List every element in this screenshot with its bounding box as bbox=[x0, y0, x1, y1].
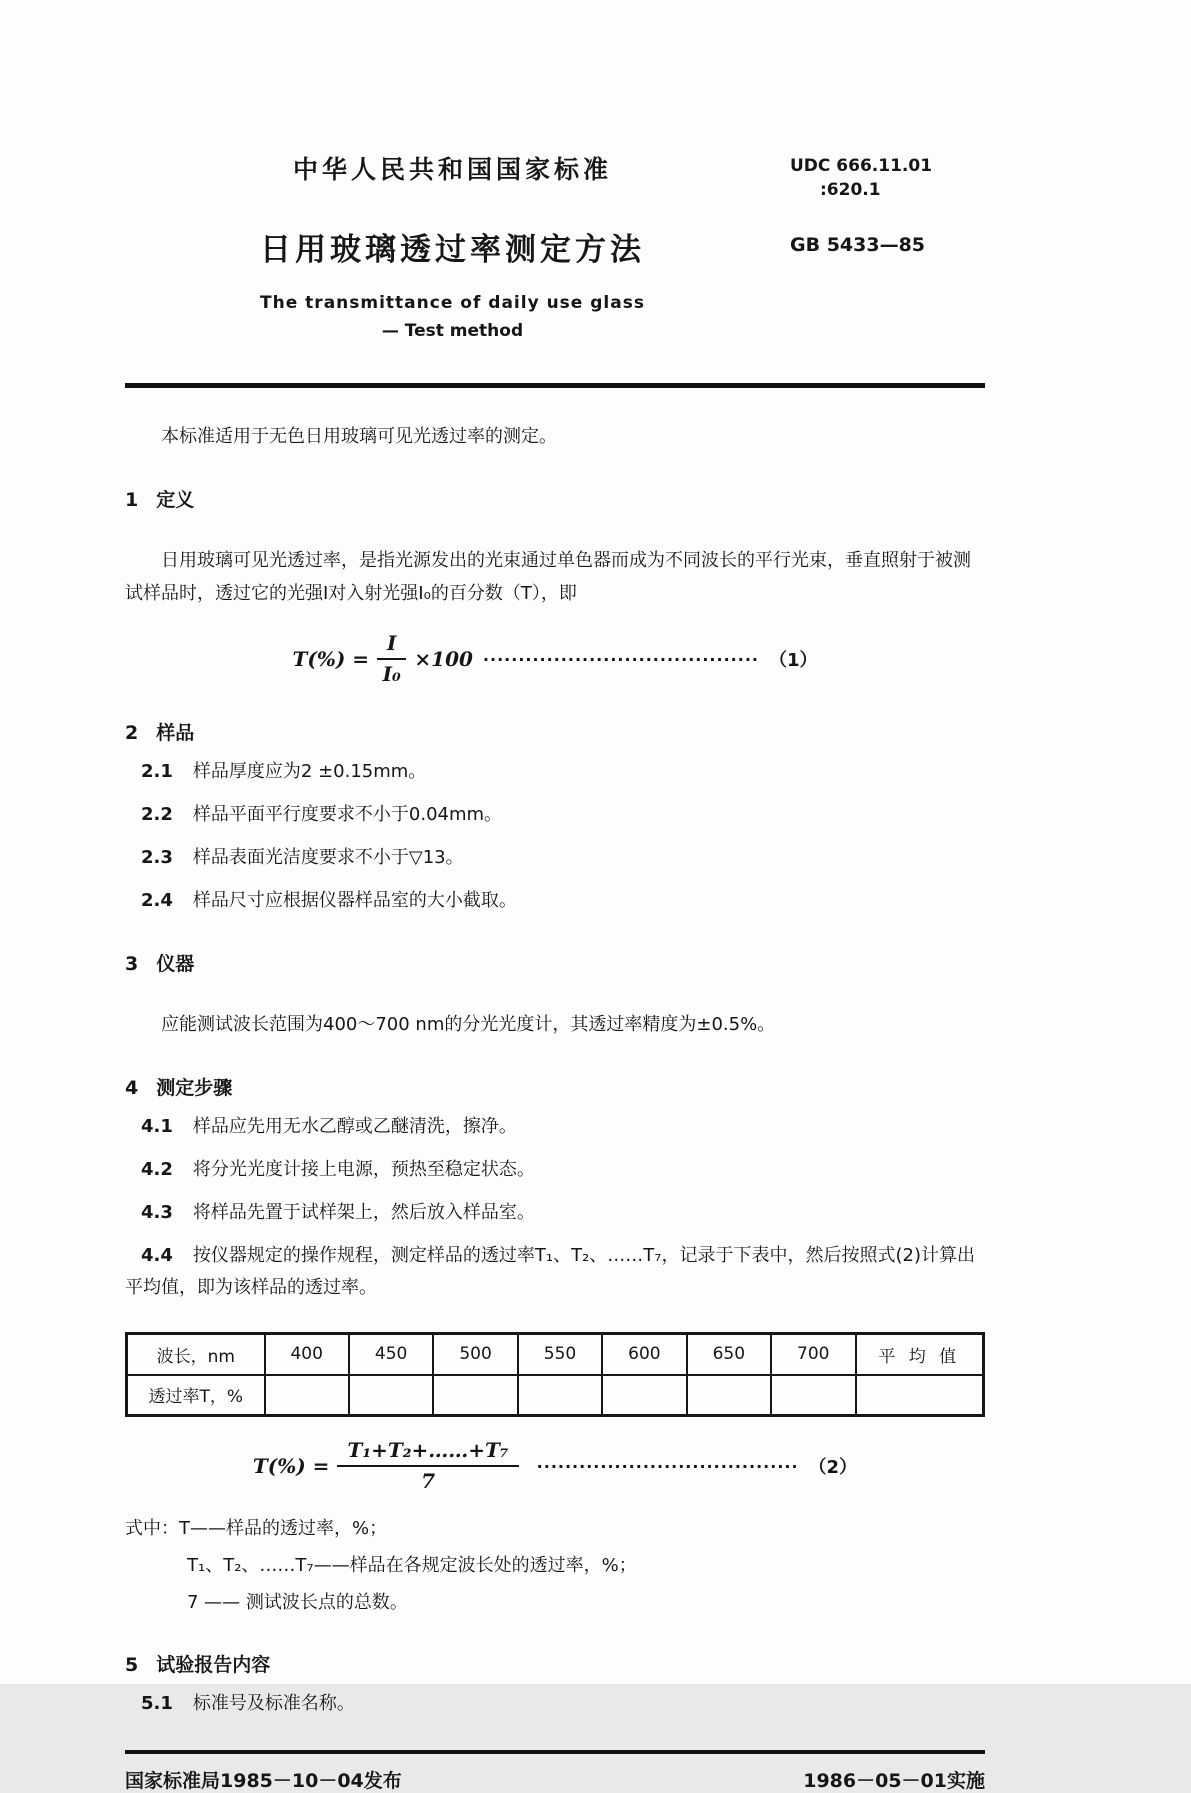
clause-number: 4.1 bbox=[141, 1116, 173, 1137]
document-footer bbox=[125, 1766, 985, 1793]
table-header-450: 450 bbox=[349, 1334, 433, 1375]
table-data-row bbox=[127, 1375, 984, 1416]
section-3-number: 3 bbox=[125, 953, 139, 975]
formula-1-lhs: T(%) = bbox=[292, 647, 370, 671]
clause-text: 样品表面光洁度要求不小于▽13。 bbox=[192, 847, 464, 868]
legend-line-7: 7 —— 测试波长点的总数。 bbox=[187, 1592, 408, 1613]
document-title-cn: 日用玻璃透过率测定方法 bbox=[260, 232, 645, 268]
formula-1 bbox=[125, 632, 985, 686]
table-header-700: 700 bbox=[771, 1334, 855, 1375]
table-cell-empty bbox=[771, 1375, 855, 1416]
section-3-heading bbox=[125, 949, 985, 976]
clause-number: 4.2 bbox=[141, 1159, 173, 1180]
clause-4-2 bbox=[125, 1154, 985, 1186]
section-3-title: 仪器 bbox=[156, 953, 195, 975]
formula-1-fraction bbox=[377, 632, 406, 686]
header-title-block bbox=[125, 150, 780, 341]
section-2-title: 样品 bbox=[156, 722, 195, 744]
header-code-block bbox=[790, 150, 985, 341]
table-header-550: 550 bbox=[518, 1334, 602, 1375]
document-header bbox=[125, 150, 985, 341]
footer-divider bbox=[125, 1750, 985, 1754]
clause-4-4 bbox=[125, 1240, 985, 1304]
document-subtitle-en: — Test method bbox=[381, 321, 524, 341]
clause-number: 2.2 bbox=[141, 804, 173, 825]
clause-number: 2.1 bbox=[141, 761, 173, 782]
formula-2-label: （2） bbox=[808, 1457, 858, 1478]
section-1-heading bbox=[125, 485, 985, 512]
clause-text: 按仪器规定的操作规程，测定样品的透过率T₁、T₂、……T₇，记录于下表中，然后按照式(2)计算出平均值，即为该样品的透过率。 bbox=[125, 1245, 976, 1298]
table-row-label: 透过率T，% bbox=[127, 1375, 265, 1416]
table-cell-empty bbox=[433, 1375, 517, 1416]
effective-date: 1986－05－01实施 bbox=[803, 1770, 985, 1792]
section-1-number: 1 bbox=[125, 489, 139, 511]
definition-paragraph: 日用玻璃可见光透过率，是指光源发出的光束通过单色器而成为不同波长的平行光束，垂直照射于被测试样品时，透过它的光强I对入射光强I₀的百分数（T），即 bbox=[125, 550, 971, 604]
instrument-paragraph: 应能测试波长范围为400～700 nm的分光光度计，其透过率精度为±0.5%。 bbox=[161, 1014, 776, 1035]
scope-paragraph: 本标准适用于无色日用玻璃可见光透过率的测定。 bbox=[161, 426, 557, 447]
formula-1-denominator: I₀ bbox=[382, 662, 401, 686]
table-cell-empty bbox=[349, 1375, 433, 1416]
section-2-heading bbox=[125, 718, 985, 745]
clause-5-1 bbox=[125, 1688, 985, 1720]
table-header-average: 平 均 值 bbox=[856, 1334, 984, 1375]
clause-2-2 bbox=[125, 799, 985, 831]
formula-1-dot-leader: ······································· bbox=[482, 649, 759, 669]
header-divider bbox=[125, 383, 985, 388]
formula-legend bbox=[125, 1513, 985, 1618]
transmittance-table bbox=[125, 1332, 985, 1417]
table-cell-empty bbox=[856, 1375, 984, 1416]
formula-2-dot-leader: ····································· bbox=[536, 1456, 799, 1476]
table-cell-empty bbox=[687, 1375, 771, 1416]
formula-1-label: （1） bbox=[768, 650, 818, 671]
table-header-400: 400 bbox=[265, 1334, 349, 1375]
clause-text: 样品应先用无水乙醇或乙醚清洗，擦净。 bbox=[192, 1116, 517, 1137]
section-5-heading bbox=[125, 1650, 985, 1677]
legend-line-t1-t7: T₁、T₂、……T₇——样品在各规定波长处的透过率，%； bbox=[187, 1555, 637, 1576]
clause-number: 2.4 bbox=[141, 890, 173, 911]
legend-intro: 式中：T——样品的透过率，%； bbox=[125, 1518, 388, 1539]
clause-2-3 bbox=[125, 842, 985, 874]
table-header-650: 650 bbox=[687, 1334, 771, 1375]
clause-2-4 bbox=[125, 885, 985, 917]
section-1-title: 定义 bbox=[156, 489, 195, 511]
clause-text: 样品尺寸应根据仪器样品室的大小截取。 bbox=[192, 890, 517, 911]
clause-number: 4.4 bbox=[141, 1245, 173, 1266]
formula-2-lhs: T(%) = bbox=[252, 1454, 330, 1478]
clause-text: 样品平面平行度要求不小于0.04mm。 bbox=[192, 804, 503, 825]
clause-number: 5.1 bbox=[141, 1693, 173, 1714]
clause-text: 将样品先置于试样架上，然后放入样品室。 bbox=[192, 1202, 535, 1223]
table-cell-empty bbox=[265, 1375, 349, 1416]
section-4-heading bbox=[125, 1073, 985, 1100]
clause-text: 标准号及标准名称。 bbox=[192, 1693, 355, 1714]
document-content bbox=[125, 150, 985, 1793]
table-cell-empty bbox=[518, 1375, 602, 1416]
clause-number: 2.3 bbox=[141, 847, 173, 868]
table-header-row bbox=[127, 1334, 984, 1375]
section-4-number: 4 bbox=[125, 1077, 139, 1099]
formula-2-denominator: 7 bbox=[421, 1469, 436, 1493]
formula-2-fraction bbox=[337, 1439, 518, 1493]
formula-2 bbox=[125, 1439, 985, 1493]
table-cell-empty bbox=[602, 1375, 686, 1416]
clause-4-3 bbox=[125, 1197, 985, 1229]
udc-number-line2: :620.1 bbox=[820, 180, 881, 200]
section-2-number: 2 bbox=[125, 722, 139, 744]
section-5-title: 试验报告内容 bbox=[156, 1654, 271, 1676]
document-title-en: The transmittance of daily use glass bbox=[260, 293, 645, 313]
formula-2-numerator: T₁+T₂+……+T₇ bbox=[337, 1439, 518, 1467]
issue-date: 国家标准局1985－10－04发布 bbox=[125, 1770, 402, 1792]
standard-type-heading: 中华人民共和国国家标准 bbox=[292, 155, 612, 184]
formula-1-multiplier: ×100 bbox=[414, 647, 473, 671]
table-header-wavelength: 波长，nm bbox=[127, 1334, 265, 1375]
udc-number-line1: UDC 666.11.01 bbox=[790, 156, 933, 176]
formula-1-numerator: I bbox=[377, 632, 406, 660]
clause-4-1 bbox=[125, 1111, 985, 1143]
clause-number: 4.3 bbox=[141, 1202, 173, 1223]
clause-2-1 bbox=[125, 756, 985, 788]
section-5-number: 5 bbox=[125, 1654, 139, 1676]
section-4-title: 测定步骤 bbox=[156, 1077, 233, 1099]
standard-number: GB 5433—85 bbox=[790, 234, 926, 256]
table-header-600: 600 bbox=[602, 1334, 686, 1375]
clause-text: 将分光光度计接上电源，预热至稳定状态。 bbox=[192, 1159, 535, 1180]
table-header-500: 500 bbox=[433, 1334, 517, 1375]
clause-text: 样品厚度应为2 ±0.15mm。 bbox=[192, 761, 427, 782]
